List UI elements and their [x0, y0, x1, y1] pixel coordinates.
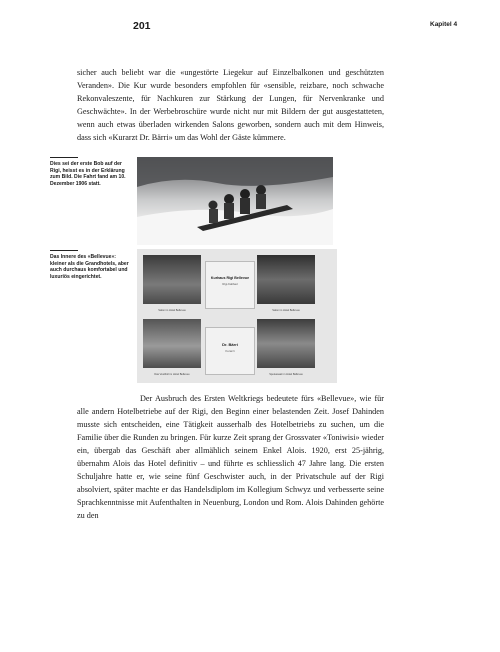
panel-label: Das Vestibül im Hotel Bellevue [154, 373, 190, 376]
caption-bobsleigh-text: Dies sei der erste Bob auf der Rigi, heisst es in der Erklärung zum Bild. Die Fahrt fand am 10. Dezember 1906 statt. [50, 161, 126, 187]
doctor-card [205, 327, 255, 375]
hotel-interior-collage [137, 249, 337, 383]
vestibule-photo [143, 319, 201, 368]
body-paragraph-2 [77, 392, 384, 522]
page-number: 201 [133, 20, 151, 32]
collage-panel-salon-left [143, 255, 201, 313]
collage-panel-dining [257, 319, 315, 377]
collage-panel-salon-right [257, 255, 315, 313]
caption-interior [50, 250, 130, 280]
caption-rule [50, 157, 78, 158]
caption-interior-text: Das Innere des «Bellevue»: kleiner als die Grandhotels, aber auch durchaus komfortabel und luxuriös eingerichtet. [50, 254, 129, 280]
salon-photo [143, 255, 201, 304]
bobsleigh-illustration [137, 157, 333, 245]
caption-rule [50, 250, 78, 251]
doctor-role: Kurarzt [225, 349, 235, 353]
bobsleigh-photo [137, 157, 333, 245]
doctor-name: Dr. Bärri [222, 342, 238, 347]
body-paragraph-2-text: Der Ausbruch des Ersten Weltkriegs bedeutete fürs «Bellevue», wie für alle andern Hotelbetriebe auf der Rigi, den Beginn einer belastenden Zeit. Josef Dahinden musste sich entscheiden, eine Tätigkeit ausserhalb des Hotelbetriebs zu suchen, um die Familie über die Runden zu bringen. Für kurze Zeit sprang der Grossvater «Toniwisi» wieder ein, übergab das Geschäft aber allmählich seinem Enkel Alois. 1920, erst 25-jährig, übernahm Alois das Hotel definitiv – und führte es schliesslich 47 Jahre lang. Die ersten Schuljahre hatte er, wie seine fünf Geschwister auch, in der Privatschule auf der Rigi absolviert, später machte er das Handelsdiplom im Kollegium Schwyz und verbesserte seine Sprachkenntnisse mit Aufenthalten in Neuenburg, London und Rom. Alois Dahinden gehörte zu den [77, 394, 384, 520]
caption-bobsleigh [50, 157, 130, 187]
brochure-subtitle: Rigi-Kaltbad [222, 282, 238, 286]
salon-photo [257, 255, 315, 304]
panel-label: Salon im Hotel Bellevue [158, 309, 186, 312]
chapter-label: Kapitel 4 [430, 21, 458, 28]
brochure-title: Kurhaus Rigi Bellevue [210, 276, 250, 280]
panel-label: Speisesaal im Hotel Bellevue [269, 373, 303, 376]
body-paragraph-1: sicher auch beliebt war die «ungestörte Liegekur auf Einzelbalkonen und geschützten Veranden». Die Kur wurde besonders empfohlen für «sensible, reizbare, noch schwache Rekonvaleszente, für Nachkuren zur Stärkung der Lungen, für Nervenkranke und Geschwächte». In der Werbebroschüre wurde nicht nur mit Bildern der gut ausgestatteten, wenn auch etwas überladen wirkenden Salons geworben, sondern auch mit dem Hinweis, dass sich «Kurarzt Dr. Bärri» um das Wohl der Gäste kümmere. [77, 68, 384, 142]
panel-label: Salon im Hotel Bellevue [272, 309, 300, 312]
brochure-title-card [205, 261, 255, 309]
collage-panel-vestibule [143, 319, 201, 377]
dining-room-photo [257, 319, 315, 368]
